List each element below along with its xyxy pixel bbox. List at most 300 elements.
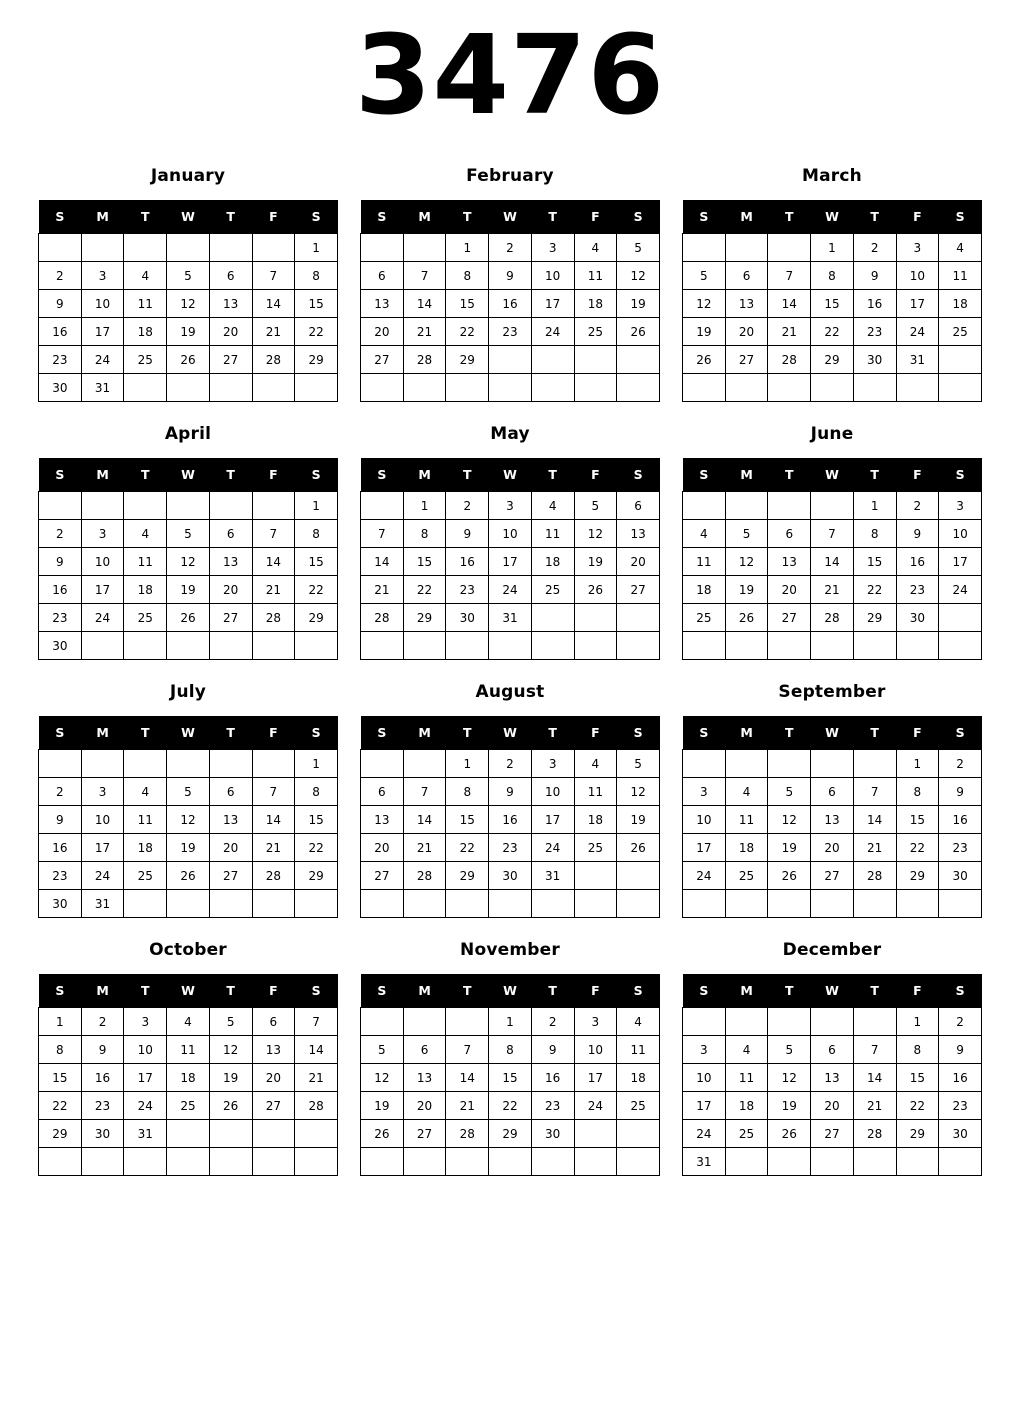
- day-cell[interactable]: 20: [209, 318, 252, 346]
- day-cell[interactable]: 14: [446, 1064, 489, 1092]
- day-cell[interactable]: 13: [252, 1036, 295, 1064]
- day-cell[interactable]: 11: [124, 548, 167, 576]
- day-cell[interactable]: 6: [209, 262, 252, 290]
- day-cell[interactable]: 21: [295, 1064, 338, 1092]
- day-cell[interactable]: 26: [768, 1120, 811, 1148]
- day-cell[interactable]: 30: [896, 604, 939, 632]
- day-cell[interactable]: 5: [361, 1036, 404, 1064]
- day-cell[interactable]: 21: [403, 834, 446, 862]
- day-cell[interactable]: 2: [39, 778, 82, 806]
- day-cell[interactable]: 8: [896, 1036, 939, 1064]
- day-cell[interactable]: 30: [39, 632, 82, 660]
- day-cell[interactable]: 25: [574, 834, 617, 862]
- day-cell[interactable]: 31: [896, 346, 939, 374]
- day-cell[interactable]: 22: [446, 834, 489, 862]
- day-cell[interactable]: 7: [252, 262, 295, 290]
- day-cell[interactable]: 10: [683, 806, 726, 834]
- day-cell[interactable]: 7: [361, 520, 404, 548]
- day-cell[interactable]: 9: [853, 262, 896, 290]
- day-cell[interactable]: 14: [295, 1036, 338, 1064]
- day-cell[interactable]: 15: [896, 806, 939, 834]
- day-cell[interactable]: 29: [896, 862, 939, 890]
- day-cell[interactable]: 2: [939, 1008, 982, 1036]
- day-cell[interactable]: 25: [531, 576, 574, 604]
- day-cell[interactable]: 13: [361, 290, 404, 318]
- day-cell[interactable]: 1: [403, 492, 446, 520]
- day-cell[interactable]: 3: [124, 1008, 167, 1036]
- day-cell[interactable]: 21: [403, 318, 446, 346]
- day-cell[interactable]: 27: [209, 346, 252, 374]
- day-cell[interactable]: 8: [489, 1036, 532, 1064]
- day-cell[interactable]: 19: [574, 548, 617, 576]
- day-cell[interactable]: 7: [446, 1036, 489, 1064]
- day-cell[interactable]: 5: [617, 750, 660, 778]
- day-cell[interactable]: 17: [939, 548, 982, 576]
- day-cell[interactable]: 24: [81, 346, 124, 374]
- day-cell[interactable]: 27: [811, 862, 854, 890]
- day-cell[interactable]: 1: [295, 492, 338, 520]
- day-cell[interactable]: 16: [489, 290, 532, 318]
- day-cell[interactable]: 29: [811, 346, 854, 374]
- day-cell[interactable]: 22: [295, 318, 338, 346]
- day-cell[interactable]: 14: [403, 806, 446, 834]
- day-cell[interactable]: 21: [252, 834, 295, 862]
- day-cell[interactable]: 15: [853, 548, 896, 576]
- day-cell[interactable]: 2: [446, 492, 489, 520]
- day-cell[interactable]: 29: [39, 1120, 82, 1148]
- day-cell[interactable]: 4: [939, 234, 982, 262]
- day-cell[interactable]: 20: [811, 834, 854, 862]
- day-cell[interactable]: 12: [617, 778, 660, 806]
- day-cell[interactable]: 20: [403, 1092, 446, 1120]
- day-cell[interactable]: 29: [295, 604, 338, 632]
- day-cell[interactable]: 23: [939, 834, 982, 862]
- day-cell[interactable]: 28: [361, 604, 404, 632]
- day-cell[interactable]: 26: [725, 604, 768, 632]
- day-cell[interactable]: 16: [531, 1064, 574, 1092]
- day-cell[interactable]: 19: [768, 1092, 811, 1120]
- day-cell[interactable]: 25: [683, 604, 726, 632]
- day-cell[interactable]: 18: [124, 576, 167, 604]
- day-cell[interactable]: 12: [167, 806, 210, 834]
- day-cell[interactable]: 30: [489, 862, 532, 890]
- day-cell[interactable]: 13: [361, 806, 404, 834]
- day-cell[interactable]: 15: [489, 1064, 532, 1092]
- day-cell[interactable]: 3: [896, 234, 939, 262]
- day-cell[interactable]: 4: [574, 234, 617, 262]
- day-cell[interactable]: 6: [209, 778, 252, 806]
- day-cell[interactable]: 24: [939, 576, 982, 604]
- day-cell[interactable]: 14: [252, 806, 295, 834]
- day-cell[interactable]: 22: [853, 576, 896, 604]
- day-cell[interactable]: 24: [489, 576, 532, 604]
- day-cell[interactable]: 21: [446, 1092, 489, 1120]
- day-cell[interactable]: 30: [939, 862, 982, 890]
- day-cell[interactable]: 17: [531, 806, 574, 834]
- day-cell[interactable]: 4: [574, 750, 617, 778]
- day-cell[interactable]: 2: [489, 234, 532, 262]
- day-cell[interactable]: 31: [81, 374, 124, 402]
- day-cell[interactable]: 27: [617, 576, 660, 604]
- day-cell[interactable]: 31: [124, 1120, 167, 1148]
- day-cell[interactable]: 5: [167, 778, 210, 806]
- day-cell[interactable]: 21: [811, 576, 854, 604]
- day-cell[interactable]: 25: [124, 862, 167, 890]
- day-cell[interactable]: 18: [725, 834, 768, 862]
- day-cell[interactable]: 23: [489, 318, 532, 346]
- day-cell[interactable]: 14: [853, 1064, 896, 1092]
- day-cell[interactable]: 15: [39, 1064, 82, 1092]
- day-cell[interactable]: 8: [403, 520, 446, 548]
- day-cell[interactable]: 30: [853, 346, 896, 374]
- day-cell[interactable]: 12: [768, 806, 811, 834]
- day-cell[interactable]: 24: [683, 1120, 726, 1148]
- day-cell[interactable]: 31: [683, 1148, 726, 1176]
- day-cell[interactable]: 19: [725, 576, 768, 604]
- day-cell[interactable]: 22: [896, 834, 939, 862]
- day-cell[interactable]: 30: [39, 374, 82, 402]
- day-cell[interactable]: 23: [446, 576, 489, 604]
- day-cell[interactable]: 22: [295, 576, 338, 604]
- day-cell[interactable]: 8: [853, 520, 896, 548]
- day-cell[interactable]: 21: [252, 318, 295, 346]
- day-cell[interactable]: 19: [167, 576, 210, 604]
- day-cell[interactable]: 18: [725, 1092, 768, 1120]
- day-cell[interactable]: 20: [209, 576, 252, 604]
- day-cell[interactable]: 21: [853, 834, 896, 862]
- day-cell[interactable]: 10: [683, 1064, 726, 1092]
- day-cell[interactable]: 4: [124, 262, 167, 290]
- day-cell[interactable]: 19: [209, 1064, 252, 1092]
- day-cell[interactable]: 14: [403, 290, 446, 318]
- day-cell[interactable]: 27: [209, 862, 252, 890]
- day-cell[interactable]: 3: [939, 492, 982, 520]
- day-cell[interactable]: 16: [939, 806, 982, 834]
- day-cell[interactable]: 11: [725, 806, 768, 834]
- day-cell[interactable]: 29: [295, 346, 338, 374]
- day-cell[interactable]: 1: [295, 750, 338, 778]
- day-cell[interactable]: 26: [209, 1092, 252, 1120]
- day-cell[interactable]: 12: [617, 262, 660, 290]
- day-cell[interactable]: 3: [683, 778, 726, 806]
- day-cell[interactable]: 7: [403, 262, 446, 290]
- day-cell[interactable]: 20: [361, 318, 404, 346]
- day-cell[interactable]: 27: [725, 346, 768, 374]
- day-cell[interactable]: 26: [167, 346, 210, 374]
- day-cell[interactable]: 16: [39, 576, 82, 604]
- day-cell[interactable]: 26: [167, 862, 210, 890]
- day-cell[interactable]: 22: [295, 834, 338, 862]
- day-cell[interactable]: 18: [617, 1064, 660, 1092]
- day-cell[interactable]: 9: [446, 520, 489, 548]
- day-cell[interactable]: 12: [725, 548, 768, 576]
- day-cell[interactable]: 23: [39, 862, 82, 890]
- day-cell[interactable]: 27: [209, 604, 252, 632]
- day-cell[interactable]: 13: [209, 806, 252, 834]
- day-cell[interactable]: 14: [811, 548, 854, 576]
- day-cell[interactable]: 6: [768, 520, 811, 548]
- day-cell[interactable]: 24: [531, 318, 574, 346]
- day-cell[interactable]: 2: [489, 750, 532, 778]
- day-cell[interactable]: 15: [811, 290, 854, 318]
- day-cell[interactable]: 7: [252, 778, 295, 806]
- day-cell[interactable]: 20: [617, 548, 660, 576]
- day-cell[interactable]: 13: [811, 806, 854, 834]
- day-cell[interactable]: 22: [403, 576, 446, 604]
- day-cell[interactable]: 26: [617, 318, 660, 346]
- day-cell[interactable]: 26: [361, 1120, 404, 1148]
- day-cell[interactable]: 11: [939, 262, 982, 290]
- day-cell[interactable]: 5: [167, 262, 210, 290]
- day-cell[interactable]: 16: [39, 318, 82, 346]
- day-cell[interactable]: 23: [531, 1092, 574, 1120]
- day-cell[interactable]: 13: [725, 290, 768, 318]
- day-cell[interactable]: 13: [768, 548, 811, 576]
- day-cell[interactable]: 9: [939, 1036, 982, 1064]
- day-cell[interactable]: 28: [811, 604, 854, 632]
- day-cell[interactable]: 5: [574, 492, 617, 520]
- day-cell[interactable]: 13: [811, 1064, 854, 1092]
- day-cell[interactable]: 1: [896, 1008, 939, 1036]
- day-cell[interactable]: 28: [853, 862, 896, 890]
- day-cell[interactable]: 14: [361, 548, 404, 576]
- day-cell[interactable]: 4: [167, 1008, 210, 1036]
- day-cell[interactable]: 6: [811, 1036, 854, 1064]
- day-cell[interactable]: 20: [811, 1092, 854, 1120]
- day-cell[interactable]: 5: [683, 262, 726, 290]
- day-cell[interactable]: 27: [361, 346, 404, 374]
- day-cell[interactable]: 7: [853, 778, 896, 806]
- day-cell[interactable]: 12: [768, 1064, 811, 1092]
- day-cell[interactable]: 4: [725, 778, 768, 806]
- day-cell[interactable]: 11: [725, 1064, 768, 1092]
- day-cell[interactable]: 22: [811, 318, 854, 346]
- day-cell[interactable]: 18: [124, 834, 167, 862]
- day-cell[interactable]: 15: [295, 290, 338, 318]
- day-cell[interactable]: 27: [403, 1120, 446, 1148]
- day-cell[interactable]: 23: [896, 576, 939, 604]
- day-cell[interactable]: 7: [403, 778, 446, 806]
- day-cell[interactable]: 9: [489, 262, 532, 290]
- day-cell[interactable]: 27: [361, 862, 404, 890]
- day-cell[interactable]: 2: [39, 262, 82, 290]
- day-cell[interactable]: 26: [574, 576, 617, 604]
- day-cell[interactable]: 11: [617, 1036, 660, 1064]
- day-cell[interactable]: 15: [295, 548, 338, 576]
- day-cell[interactable]: 9: [81, 1036, 124, 1064]
- day-cell[interactable]: 1: [446, 750, 489, 778]
- day-cell[interactable]: 17: [574, 1064, 617, 1092]
- day-cell[interactable]: 10: [489, 520, 532, 548]
- day-cell[interactable]: 11: [531, 520, 574, 548]
- day-cell[interactable]: 14: [853, 806, 896, 834]
- day-cell[interactable]: 12: [167, 290, 210, 318]
- day-cell[interactable]: 6: [725, 262, 768, 290]
- day-cell[interactable]: 16: [489, 806, 532, 834]
- day-cell[interactable]: 26: [167, 604, 210, 632]
- day-cell[interactable]: 28: [403, 862, 446, 890]
- day-cell[interactable]: 25: [574, 318, 617, 346]
- day-cell[interactable]: 28: [768, 346, 811, 374]
- day-cell[interactable]: 6: [403, 1036, 446, 1064]
- day-cell[interactable]: 29: [446, 862, 489, 890]
- day-cell[interactable]: 7: [853, 1036, 896, 1064]
- day-cell[interactable]: 21: [361, 576, 404, 604]
- day-cell[interactable]: 10: [531, 262, 574, 290]
- day-cell[interactable]: 5: [617, 234, 660, 262]
- day-cell[interactable]: 28: [252, 862, 295, 890]
- day-cell[interactable]: 17: [896, 290, 939, 318]
- day-cell[interactable]: 16: [39, 834, 82, 862]
- day-cell[interactable]: 10: [81, 806, 124, 834]
- day-cell[interactable]: 8: [295, 520, 338, 548]
- day-cell[interactable]: 22: [446, 318, 489, 346]
- day-cell[interactable]: 9: [531, 1036, 574, 1064]
- day-cell[interactable]: 29: [853, 604, 896, 632]
- day-cell[interactable]: 26: [768, 862, 811, 890]
- day-cell[interactable]: 6: [361, 262, 404, 290]
- day-cell[interactable]: 9: [939, 778, 982, 806]
- day-cell[interactable]: 16: [939, 1064, 982, 1092]
- day-cell[interactable]: 24: [81, 604, 124, 632]
- day-cell[interactable]: 21: [252, 576, 295, 604]
- day-cell[interactable]: 18: [939, 290, 982, 318]
- day-cell[interactable]: 10: [124, 1036, 167, 1064]
- day-cell[interactable]: 11: [167, 1036, 210, 1064]
- day-cell[interactable]: 4: [124, 520, 167, 548]
- day-cell[interactable]: 19: [361, 1092, 404, 1120]
- day-cell[interactable]: 3: [531, 750, 574, 778]
- day-cell[interactable]: 24: [683, 862, 726, 890]
- day-cell[interactable]: 25: [124, 604, 167, 632]
- day-cell[interactable]: 22: [896, 1092, 939, 1120]
- day-cell[interactable]: 22: [39, 1092, 82, 1120]
- day-cell[interactable]: 1: [295, 234, 338, 262]
- day-cell[interactable]: 23: [81, 1092, 124, 1120]
- day-cell[interactable]: 21: [768, 318, 811, 346]
- day-cell[interactable]: 10: [896, 262, 939, 290]
- day-cell[interactable]: 24: [531, 834, 574, 862]
- day-cell[interactable]: 17: [683, 1092, 726, 1120]
- day-cell[interactable]: 17: [81, 576, 124, 604]
- day-cell[interactable]: 10: [531, 778, 574, 806]
- day-cell[interactable]: 29: [446, 346, 489, 374]
- day-cell[interactable]: 31: [81, 890, 124, 918]
- day-cell[interactable]: 8: [39, 1036, 82, 1064]
- day-cell[interactable]: 27: [811, 1120, 854, 1148]
- day-cell[interactable]: 23: [939, 1092, 982, 1120]
- day-cell[interactable]: 25: [725, 1120, 768, 1148]
- day-cell[interactable]: 3: [489, 492, 532, 520]
- day-cell[interactable]: 29: [489, 1120, 532, 1148]
- day-cell[interactable]: 8: [896, 778, 939, 806]
- day-cell[interactable]: 3: [81, 262, 124, 290]
- day-cell[interactable]: 21: [853, 1092, 896, 1120]
- day-cell[interactable]: 17: [124, 1064, 167, 1092]
- day-cell[interactable]: 4: [531, 492, 574, 520]
- day-cell[interactable]: 9: [489, 778, 532, 806]
- day-cell[interactable]: 2: [853, 234, 896, 262]
- day-cell[interactable]: 20: [361, 834, 404, 862]
- day-cell[interactable]: 1: [896, 750, 939, 778]
- day-cell[interactable]: 18: [683, 576, 726, 604]
- day-cell[interactable]: 27: [252, 1092, 295, 1120]
- day-cell[interactable]: 14: [252, 290, 295, 318]
- day-cell[interactable]: 17: [531, 290, 574, 318]
- day-cell[interactable]: 23: [39, 346, 82, 374]
- day-cell[interactable]: 7: [811, 520, 854, 548]
- day-cell[interactable]: 15: [295, 806, 338, 834]
- day-cell[interactable]: 3: [574, 1008, 617, 1036]
- day-cell[interactable]: 11: [124, 806, 167, 834]
- day-cell[interactable]: 29: [403, 604, 446, 632]
- day-cell[interactable]: 24: [896, 318, 939, 346]
- day-cell[interactable]: 30: [39, 890, 82, 918]
- day-cell[interactable]: 18: [574, 806, 617, 834]
- day-cell[interactable]: 9: [39, 290, 82, 318]
- day-cell[interactable]: 12: [361, 1064, 404, 1092]
- day-cell[interactable]: 16: [446, 548, 489, 576]
- day-cell[interactable]: 23: [853, 318, 896, 346]
- day-cell[interactable]: 16: [853, 290, 896, 318]
- day-cell[interactable]: 7: [295, 1008, 338, 1036]
- day-cell[interactable]: 10: [574, 1036, 617, 1064]
- day-cell[interactable]: 16: [896, 548, 939, 576]
- day-cell[interactable]: 5: [725, 520, 768, 548]
- day-cell[interactable]: 1: [853, 492, 896, 520]
- day-cell[interactable]: 15: [403, 548, 446, 576]
- day-cell[interactable]: 1: [39, 1008, 82, 1036]
- day-cell[interactable]: 7: [252, 520, 295, 548]
- day-cell[interactable]: 25: [124, 346, 167, 374]
- day-cell[interactable]: 11: [124, 290, 167, 318]
- day-cell[interactable]: 4: [683, 520, 726, 548]
- day-cell[interactable]: 13: [617, 520, 660, 548]
- day-cell[interactable]: 10: [81, 548, 124, 576]
- day-cell[interactable]: 19: [617, 290, 660, 318]
- day-cell[interactable]: 25: [939, 318, 982, 346]
- day-cell[interactable]: 28: [252, 346, 295, 374]
- day-cell[interactable]: 11: [683, 548, 726, 576]
- day-cell[interactable]: 30: [81, 1120, 124, 1148]
- day-cell[interactable]: 1: [446, 234, 489, 262]
- day-cell[interactable]: 15: [446, 806, 489, 834]
- day-cell[interactable]: 20: [252, 1064, 295, 1092]
- day-cell[interactable]: 6: [811, 778, 854, 806]
- day-cell[interactable]: 6: [252, 1008, 295, 1036]
- day-cell[interactable]: 11: [574, 262, 617, 290]
- day-cell[interactable]: 24: [124, 1092, 167, 1120]
- day-cell[interactable]: 20: [725, 318, 768, 346]
- day-cell[interactable]: 13: [403, 1064, 446, 1092]
- day-cell[interactable]: 9: [896, 520, 939, 548]
- day-cell[interactable]: 26: [683, 346, 726, 374]
- day-cell[interactable]: 25: [725, 862, 768, 890]
- day-cell[interactable]: 30: [446, 604, 489, 632]
- day-cell[interactable]: 28: [446, 1120, 489, 1148]
- day-cell[interactable]: 14: [252, 548, 295, 576]
- day-cell[interactable]: 24: [81, 862, 124, 890]
- day-cell[interactable]: 22: [489, 1092, 532, 1120]
- day-cell[interactable]: 5: [167, 520, 210, 548]
- day-cell[interactable]: 24: [574, 1092, 617, 1120]
- day-cell[interactable]: 29: [896, 1120, 939, 1148]
- day-cell[interactable]: 28: [252, 604, 295, 632]
- day-cell[interactable]: 12: [574, 520, 617, 548]
- day-cell[interactable]: 19: [617, 806, 660, 834]
- day-cell[interactable]: 2: [531, 1008, 574, 1036]
- day-cell[interactable]: 4: [617, 1008, 660, 1036]
